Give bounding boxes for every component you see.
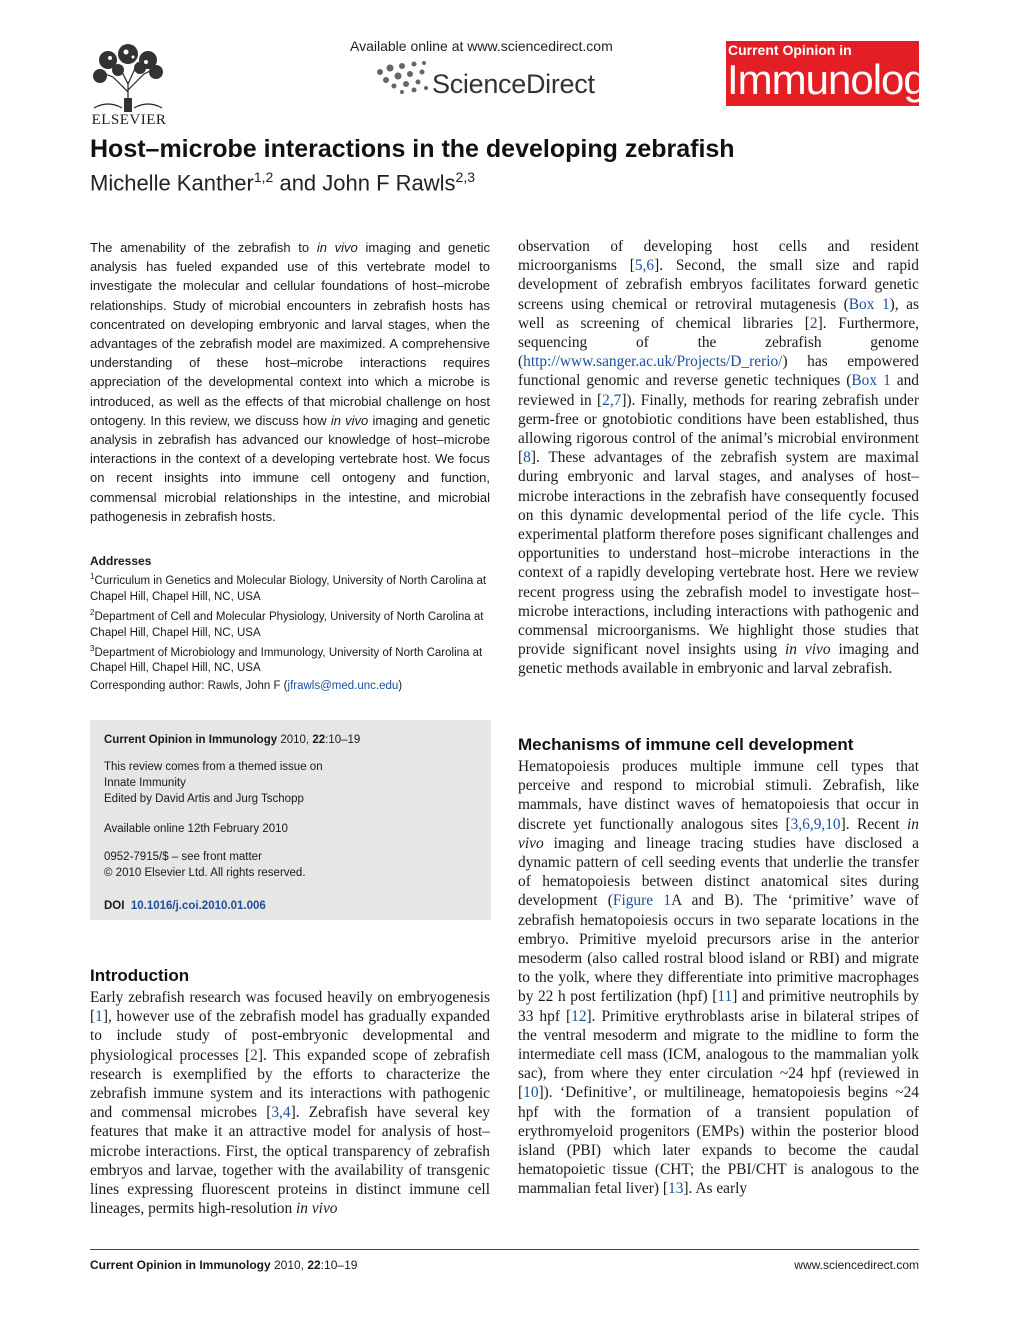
figure-link[interactable]: Figure 1: [612, 892, 672, 910]
reference-link[interactable]: 2: [809, 314, 818, 332]
address-text: Curriculum in Genetics and Molecular Biology, University of North Carolina at Chapel Hill, Chapel Hill, NC, USA: [90, 574, 487, 603]
corresponding-close: ): [398, 680, 403, 692]
address-sup: 1: [90, 572, 95, 581]
introduction-heading: Introduction: [90, 966, 190, 985]
footer-url[interactable]: www.sciencedirect.com: [794, 1258, 919, 1272]
body-text: ] and primitive neutrophils by 33 hpf [: [518, 988, 919, 1025]
author-1: Michelle Kanther: [90, 170, 254, 196]
address-3: [90, 641, 490, 677]
article-title: Host–microbe interactions in the developing zebrafish: [90, 135, 735, 163]
info-theme: Innate Immunity: [104, 777, 186, 789]
box-link[interactable]: Box 1: [848, 295, 890, 313]
body-text: ], however use of the zebrafish model has gradually expanded to include study of post-embryonic developmental and physiological processes [: [90, 1008, 490, 1064]
article-info-box: [90, 720, 491, 920]
body-text: and reviewed in [: [518, 372, 920, 409]
body-text: ]. Second, the small size and rapid development of zebrafish embryos facilitates forward genetic screens using chemical or retroviral mutagenesis (: [518, 257, 919, 313]
reference-link[interactable]: 1: [95, 1008, 103, 1026]
abstract-text: The amenability of the zebrafish to: [90, 240, 317, 255]
author-2: and John F Rawls: [273, 170, 456, 196]
address-sup: 2: [90, 607, 95, 617]
footer-year: 2010,: [270, 1258, 308, 1272]
corresponding-label: Corresponding author: Rawls, John F (: [90, 680, 288, 692]
footer-journal: Current Opinion in Immunology: [90, 1258, 271, 1272]
info-pages: :10–19: [325, 734, 361, 746]
reference-link[interactable]: 3,4: [271, 1104, 291, 1122]
info-edited: Edited by David Artis and Jurg Tschopp: [104, 793, 304, 805]
journal-banner-name: Immunology: [727, 56, 946, 103]
abstract-italic: in vivo: [316, 240, 358, 255]
body-text: ]. Primitive erythroblasts arise in bilateral stripes of the ventral mesoderm and migrate to the midline to form the intermediate cell mass (ICM, analogous to the mammalian yolk sac), from where they enter circulation ~24 hpf (reviewed in [: [518, 1007, 920, 1102]
info-volume: 22: [312, 734, 326, 746]
abstract: [90, 238, 490, 526]
abstract-text: imaging and genetic analysis in zebrafish has advanced our knowledge of host–microbe interactions in the context of a developing vertebrate host. We focus on recent insights into immune cell ontogeny and function, commensal microbial relationships in the intestine, and microbial pathogenesis in zebrafish hosts.: [90, 412, 490, 524]
mechanisms-text: [518, 757, 919, 1199]
journal-banner-top: Current Opinion in: [728, 42, 852, 58]
reference-link[interactable]: 8: [523, 449, 531, 467]
mechanisms-heading: Mechanisms of immune cell development: [518, 735, 854, 754]
publisher-name: ELSEVIER: [91, 112, 167, 128]
body-text: Hematopoiesis produces multiple immune cell types that perceive and respond to microbial stimuli. Zebrafish, like mammals, have distinct waves of hematopoiesis that occur in discrete yet functionally analogous sites [: [518, 758, 919, 833]
corresponding-author: [90, 680, 490, 692]
body-text: Early zebrafish research was focused heavily on embryogenesis [: [90, 989, 490, 1026]
author-line: [90, 169, 475, 196]
footer-volume: 22: [307, 1258, 321, 1272]
body-text: ]. Furthermore, sequencing of the zebrafish genome (: [518, 314, 919, 371]
info-available: Available online 12th February 2010: [104, 823, 288, 835]
footer-pages: :10–19: [320, 1258, 358, 1272]
body-text: ]. These advantages of the zebrafish system are maximal during embryonic and larval stages, and analyses of host–microbe interactions in the zebrafish have consequently focused on this dynamic developmental period of the life cycle. This experimental platform therefore poses significant challenges and opportunities to understand host–microbe interactions in the context of a rapidly developing vertebrate host. Here we review recent progress using the zebrafish model to investigate host–microbe interactions, including interactions with pathogenic and commensal microorganisms. We highlight those studies that provide significant novel insights using: [518, 449, 919, 659]
address-1: [90, 569, 490, 605]
body-italic: in vivo: [296, 1200, 338, 1218]
reference-link[interactable]: 10: [523, 1084, 539, 1102]
body-italic: in vivo: [785, 641, 831, 659]
body-text: ]. Recent: [840, 815, 908, 833]
address-text: Department of Cell and Molecular Physiology, University of North Carolina at Chapel Hill, Chapel Hill, NC, USA: [90, 610, 484, 639]
body-text: ) has empowered functional genomic and reverse genetic techniques (: [518, 353, 919, 390]
address-sup: 3: [90, 643, 95, 653]
footer-divider: [90, 1249, 919, 1250]
info-year: 2010,: [277, 734, 313, 746]
info-issn: 0952-7915/$ – see front matter: [104, 851, 262, 863]
reference-link[interactable]: 13: [668, 1180, 684, 1198]
address-2: [90, 605, 490, 641]
reference-link[interactable]: 3,6,9,10: [790, 815, 841, 833]
body-italic: in vivo: [518, 815, 920, 852]
footer-citation: [90, 1258, 357, 1272]
body-text: ]). Finally, methods for rearing zebrafish under germ-free or gnotobiotic conditions have been established, thus allowing rigorous control of the animal’s microbial environment [: [518, 391, 919, 467]
addresses-heading: Addresses: [90, 554, 152, 568]
body-text: A and B). The ‘primitive’ wave of zebrafish hematopoiesis occurs in two separate locations in the embryo. Primitive myeloid precursors arise in the anterior mesoderm (also called rostral blood island or RBI) and migrate to the yolk, where they differentiate into primitive macrophages by 22 h post fertilization (hpf) [: [518, 892, 919, 1006]
body-text: ]). ‘Definitive’, or multilineage, hematopoiesis begins ~24 hpf with the formation of a transient population of erythromyeloid progenitors (EMPs) within the posterior blood island (PBI) which later expands to become the caudal hematopoietic tissue (CHT; the PBI/CHT is analogous to the mammalian fetal liver) [: [518, 1084, 919, 1198]
reference-link[interactable]: 5,6: [634, 257, 655, 275]
sciencedirect-logo-text: ScienceDirect: [432, 69, 595, 99]
box-link[interactable]: Box 1: [851, 372, 891, 390]
info-journal: Current Opinion in Immunology: [104, 734, 278, 746]
sanger-url-link[interactable]: http://www.sanger.ac.uk/Projects/D_rerio/: [523, 353, 783, 371]
body-text: imaging and lineage tracing studies have disclosed a dynamic pattern of cell seeding events that underlie the transfer of hematopoiesis between distinct anatomical sites during development (: [518, 834, 919, 910]
introduction-text: [90, 988, 490, 1218]
author-2-affiliations[interactable]: 2,3: [455, 169, 476, 185]
author-1-affiliations[interactable]: 1,2: [253, 169, 274, 185]
addresses: [90, 553, 490, 676]
info-copyright: © 2010 Elsevier Ltd. All rights reserved.: [104, 867, 306, 879]
reference-link[interactable]: 11: [717, 988, 733, 1006]
reference-link[interactable]: 2: [250, 1046, 258, 1064]
reference-link[interactable]: 12: [571, 1007, 587, 1025]
sciencedirect-dots-icon: [372, 58, 432, 100]
body-text: imaging and genetic methods available in embryonic and larval zebrafish.: [518, 641, 920, 678]
abstract-text: imaging and genetic analysis has fueled expanded use of this vertebrate model to investigate the molecular and cellular foundations of host–microbe relationships. Study of microbial encounters in zebrafish hosts has concentrated on developing embryonic and larval stages, when the advantages of the zebrafish model are maximized. A comprehensive understanding of these host–microbe interactions requires appreciation of the developmental context into which a microbe is introduced, as well as the effects of that microbial challenge on host ontogeny. In this review, we discuss how: [90, 240, 490, 428]
info-themed: This review comes from a themed issue on: [104, 761, 323, 773]
right-column-text: [518, 237, 919, 679]
info-citation: [104, 732, 360, 748]
body-text: ), as well as screening of chemical libraries [: [518, 295, 919, 332]
body-text: ]. As early: [683, 1180, 748, 1198]
info-doi: [104, 898, 266, 914]
journal-banner: [726, 41, 946, 106]
body-text: ]. Zebrafish have several key features that make it an attractive model for analysis of host–microbe interactions. First, the optical transparency of zebrafish embryos and larvae, together with the availability of transgenic lines expressing fluorescent proteins in distinct immune cell lineages, permits high-resolution: [90, 1104, 490, 1218]
email-link[interactable]: jfrawls@med.unc.edu: [287, 680, 399, 692]
doi-label: DOI: [104, 900, 125, 912]
doi-link[interactable]: 10.1016/j.coi.2010.01.006: [130, 900, 266, 912]
body-text: observation of developing host cells and resident microorganisms [: [518, 238, 919, 275]
address-text: Department of Microbiology and Immunology, University of North Carolina at Chapel Hill, Chapel Hill, NC, USA: [90, 646, 483, 675]
body-text: ]. This expanded scope of zebrafish research is exemplified by the efforts to characterize the zebrafish immune system and its interactions with pathogenic and commensal microbes [: [90, 1046, 490, 1122]
abstract-italic: in vivo: [330, 412, 369, 428]
available-online-text[interactable]: Available online at www.sciencedirect.com: [350, 38, 613, 54]
reference-link[interactable]: 2,7: [602, 391, 622, 409]
